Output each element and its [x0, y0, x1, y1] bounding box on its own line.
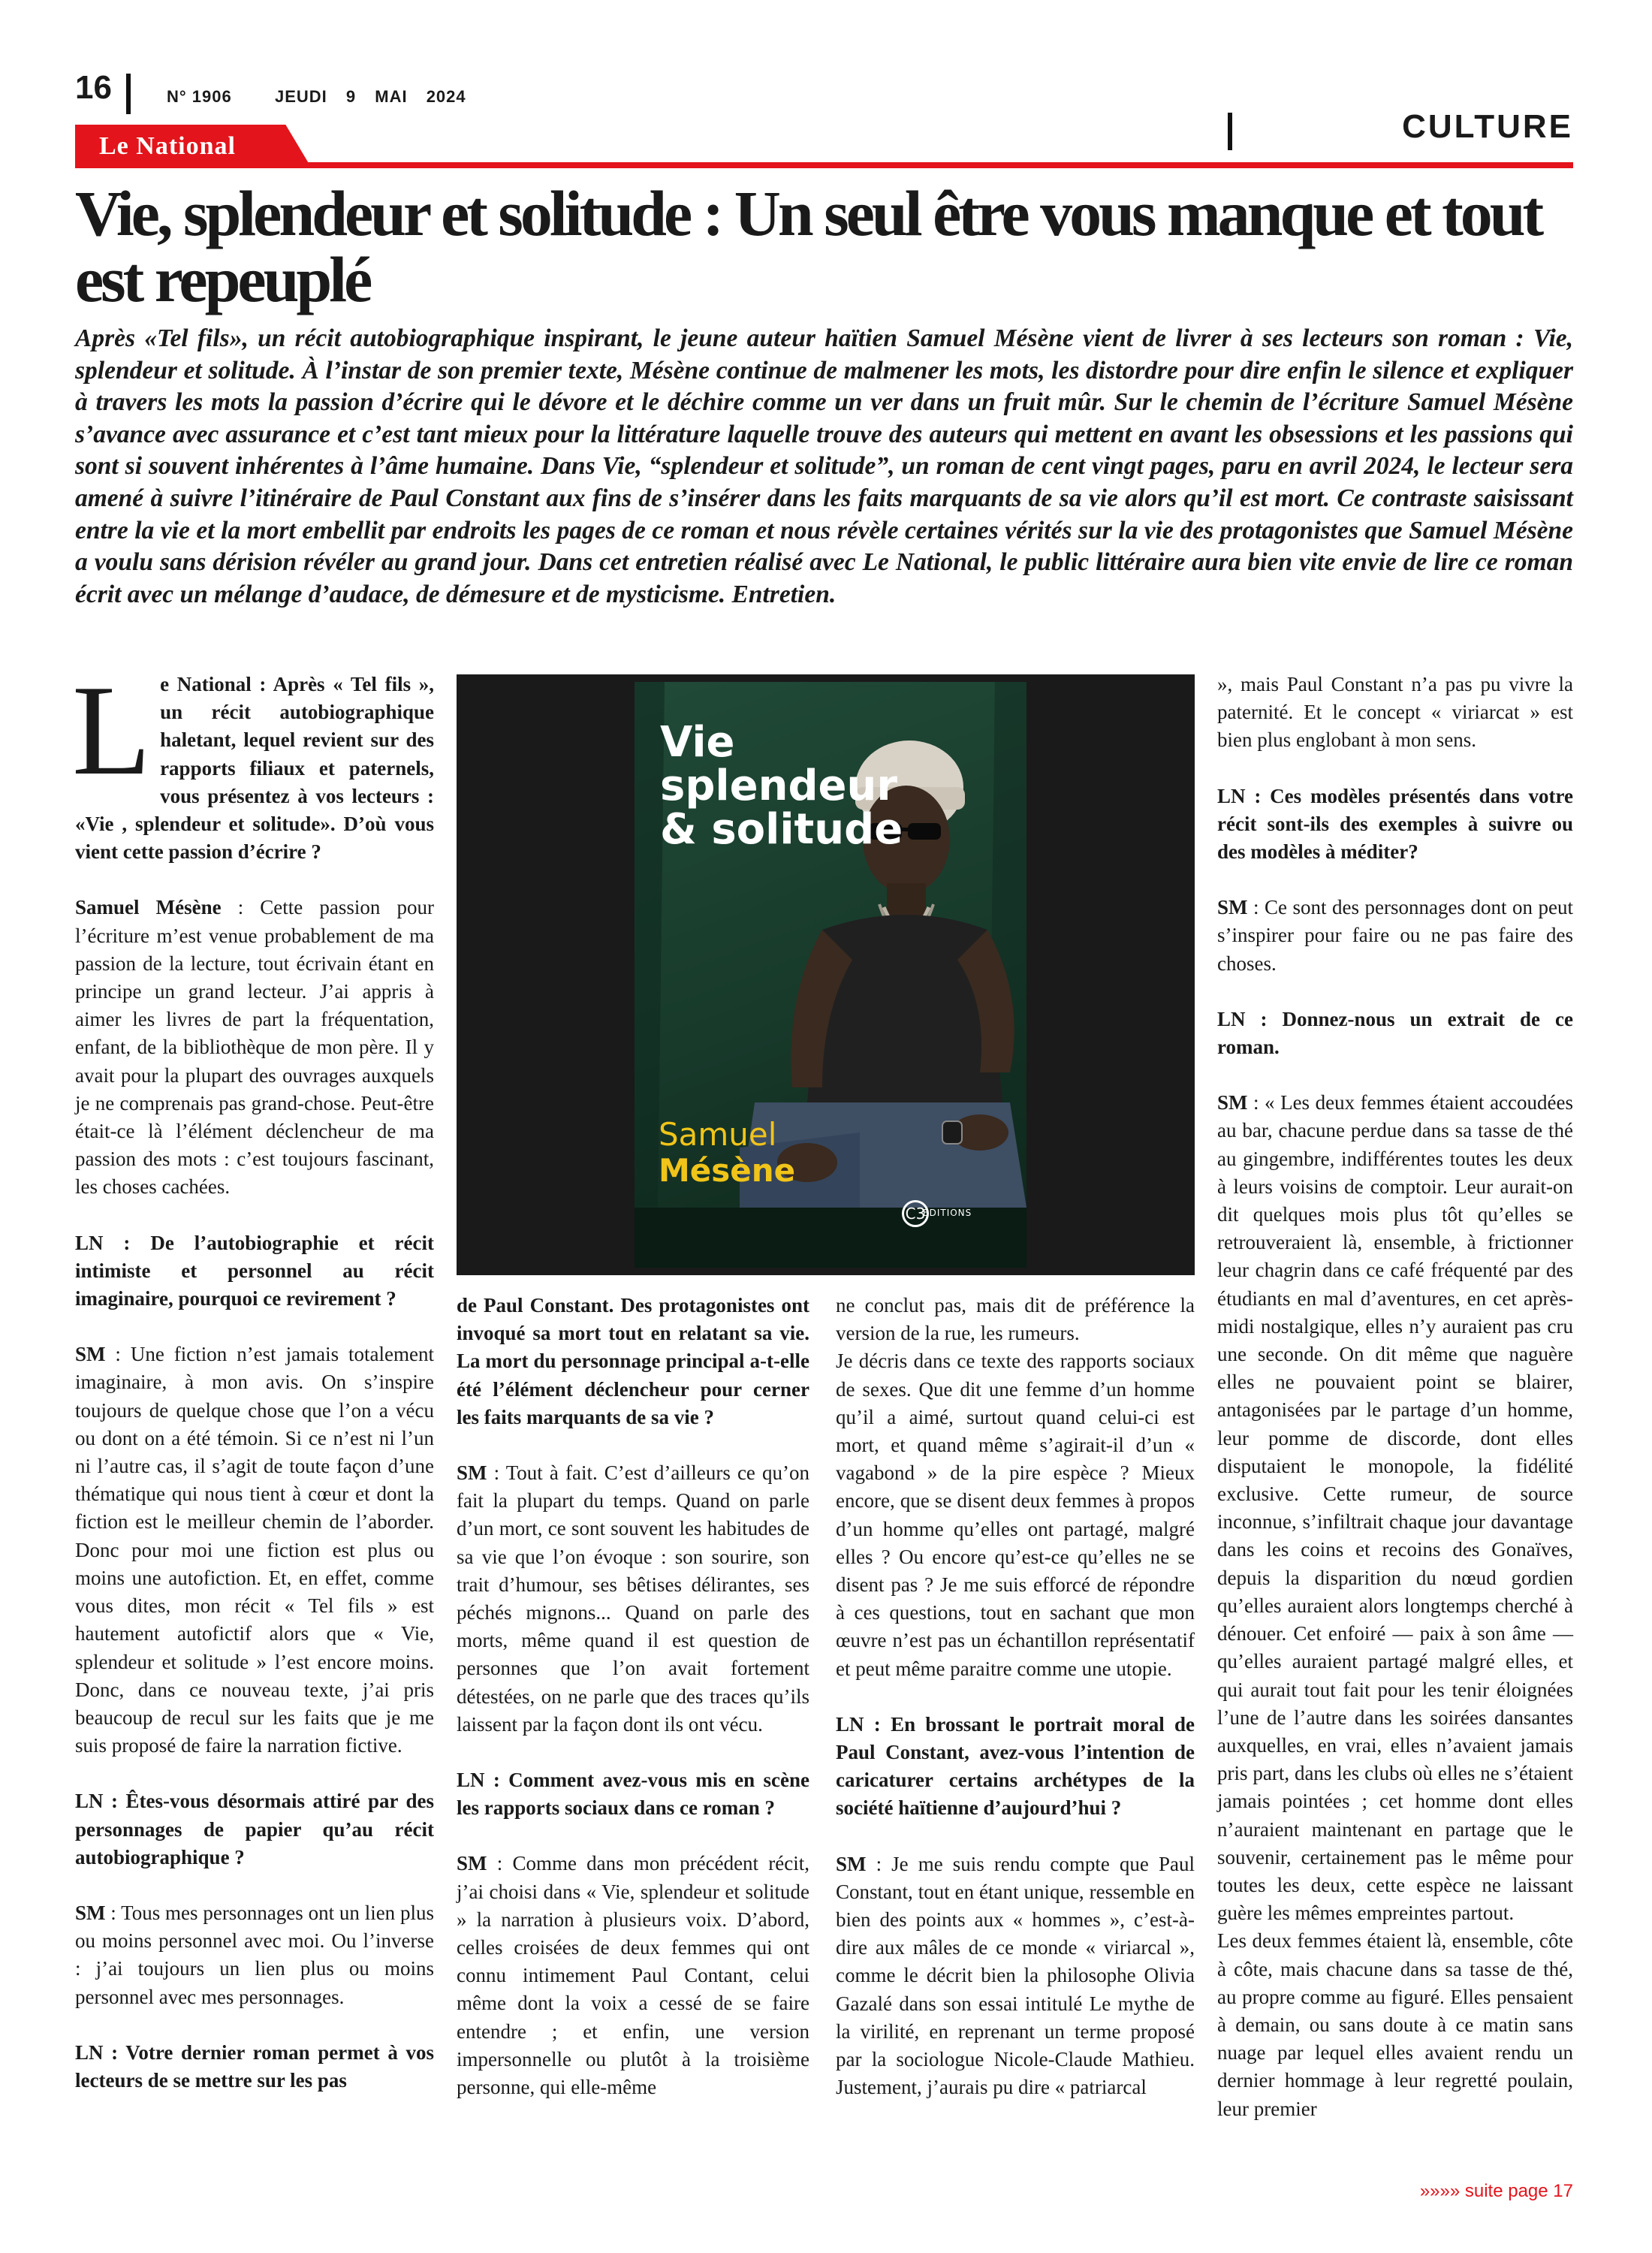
answer-2: : Une fiction n’est jamais totalement imaginaire, à mon avis. On s’inspire toujours de quelque chose que l’on a vécu ou dont on a été témoin. Si ce n’est ni l’un ni l’autre cas, il s’agit de toute façon d’une thématique qui nous tient à cœur et dont la fiction est le meilleur chemin de l’aborder. Donc pour moi une fiction est plus ou moins une autofiction. Et, en effet, comme vous dites, mon récit « Tel fils » est hautement autofictif alors que « Vie, splendeur et solitude » l’est encore moins. Donc, dans ce nouveau texte, j’ai pris beaucoup de recul sur les faits que je me suis proposé de faire la narration fictive. [75, 1343, 434, 1757]
cover-title-line: splendeur [660, 762, 898, 810]
article-lead: Après «Tel fils», un récit autobiographique inspirant, le jeune auteur haïtien Samuel Mésène vient de livrer à ses lecteurs son roman : Vie, splendeur et solitude. À l’instar de son premier texte, Mésène continue de malmener les mots, les distordre pour dire enfin le silence et expliquer à travers les mots la passion d’écrire qui le dévore et le déchire comme un ver dans un fruit mûr. Sur le chemin de l’écriture Samuel Mésène s’avance avec assurance et c’est tant mieux pour la littérature laquelle trouve des auteurs qui mettent en avant les obsessions et les passions qui sont si souvent inhérentes à l’âme humaine. Dans Vie, “splendeur et solitude”, un roman de cent vingt pages, paru en avril 2024, le lecteur sera amené à suivre l’itinéraire de Paul Constant aux fins de s’insérer dans les faits marquants de sa vie alors qu’il est mort. Ce contraste saisissant entre la vie et la mort embellit par endroits les pages de ce roman et nous révèle certaines vérités sur la vie des protagonistes que Samuel Mésène a voulu sans dérision révéler au grand jour. Dans cet entretien réalisé avec Le National, le public littéraire aura bien vite envie de lire ce roman écrit avec un mélange d’audace, de démesure et de mysticisme. Entretien. [75, 324, 1573, 608]
speaker-label: SM [75, 1901, 106, 1924]
column-3 [836, 1292, 1195, 2101]
cover-title-line: Vie [660, 718, 735, 767]
answer-5: : Comme dans mon précédent récit, j’ai choisi dans « Vie, splendeur et solitude » la narration à plusieurs voix. D’abord, celles croisées de deux femmes qui ont connu intimement Paul Contant, celui même dont la voix a cessé de se faire entendre ; et enfin, une version impersonnelle ou plutôt à la troisième personne, qui elle-même [457, 1852, 809, 2099]
cover-title [660, 718, 903, 854]
question-4-continued: de Paul Constant. Des protagonistes ont invoqué sa mort tout en relatant sa vie. La mort du personnage principal a-t-elle été l’élément déclencheur pour cerner les faits marquants de sa vie ? [457, 1294, 809, 1428]
speaker-label: SM [75, 1343, 106, 1366]
page-number: 16 [75, 69, 112, 106]
question-8: LN : Donnez-nous un extrait de ce roman. [1217, 1007, 1573, 1059]
column-4 [1217, 671, 1573, 2123]
issue-number: N° 1906 [167, 87, 232, 106]
drop-cap: L [72, 659, 152, 802]
question-2: LN : De l’autobiographie et récit intimiste et personnel au récit imaginaire, pourquoi ce revirement ? [75, 1231, 434, 1310]
answer-4: : Tout à fait. C’est d’ailleurs ce qu’on fait la plupart du temps. Quand on parle d’un mort, ce sont souvent les habitudes de sa vie que l’on évoque : son sourire, son trait d’humour, ses bêtises délirantes, ses péchés mignons... Quand on parle des morts, même quand il est question de personnes que l’on avait fortement détestées, on ne parle que des traces qu’ils laissent par la façon dont ils ont vécu. [457, 1461, 809, 1736]
book-cover-photo [457, 674, 1195, 1275]
question-7: LN : Ces modèles présentés dans votre récit sont-ils des exemples à suivre ou des modèles à méditer? [1217, 784, 1573, 864]
answer-1: : Cette passion pour l’écriture m’est venue probablement de ma passion de la lecture, tout écrivain étant en principe un grand lecteur. J’ai appris à aimer les livres de part la fréquentation, enfant, de la bibliothèque de mon père. Il y avait pour la plupart des ouvrages auxquels je ne comprenais pas grand-chose. Peut-être était-ce là l’élément déclencheur de ma passion des mots : c’est toujours fascinant, les choses cachées. [75, 896, 434, 1199]
answer-5-continued: ne conclut pas, mais dit de préférence la version de la rue, les rumeurs. [836, 1294, 1195, 1345]
section-label: CULTURE [1402, 108, 1573, 145]
publisher-name: EDITIONS [923, 1208, 972, 1218]
page-number-divider [126, 74, 131, 114]
question-3: LN : Êtes-vous désormais attiré par des personnages de papier qu’au récit autobiographique ? [75, 1790, 434, 1868]
brand-name: Le National [99, 132, 236, 160]
section-divider [1228, 113, 1232, 150]
question-4: LN : Votre dernier roman permet à vos lecteurs de se mettre sur les pas [75, 2040, 434, 2092]
speaker-label: SM [457, 1461, 487, 1485]
question-5: LN : Comment avez-vous mis en scène les rapports sociaux dans ce roman ? [457, 1769, 809, 1820]
answer-6-continued: », mais Paul Constant n’a pas pu vivre la paternité. Et le concept « viriarcat » est bien plus englobant à mon sens. [1217, 673, 1573, 752]
question-6: LN : En brossant le portrait moral de Paul Constant, avez-vous l’intention de caricaturer certains archétypes de la société haïtienne d’aujourd’hui ? [836, 1712, 1195, 1820]
cover-author-first: Samuel [659, 1116, 777, 1153]
speaker-label: SM [1217, 896, 1248, 919]
article-headline: Vie, splendeur et solitude : Un seul être vous manque et tout est repeuplé [75, 177, 1542, 315]
issue-date: JEUDI 9 MAI 2024 [275, 87, 466, 106]
answer-7: : Ce sont des personnages dont on peut s’inspirer pour faire ou ne pas faire des choses. [1217, 896, 1573, 975]
book-cover [635, 682, 1026, 1268]
continued-on-page-link[interactable]: »»»» suite page 17 [1419, 2181, 1573, 2201]
answer-8-extract-continued: Les deux femmes étaient là, ensemble, côte à côte, mais chacune dans sa tasse de thé, au propre comme au figuré. Elles pensaient à demain, ou sans doute à ce matin sans nuage par lequel elles avaient rendu un dernier hommage à leur regretté poulain, leur premier [1217, 1929, 1573, 2120]
header-rule [75, 162, 1573, 168]
column-1 [72, 659, 434, 2095]
speaker-label: SM [457, 1852, 487, 1875]
speaker-label: SM [1217, 1091, 1248, 1114]
cover-title-line: & solitude [660, 805, 903, 854]
answer-5-continued-2: Je décris dans ce texte des rapports sociaux de sexes. Que dit une femme d’un homme qu’il a aimé, surtout quand celui-ci est mort, et quand même s’agirait-il d’un « vagabond » de la pire espèce ? Mieux encore, que se disent deux femmes à propos d’un homme qu’elles ont partagé, malgré elles ? Ou encore qu’est-ce qu’elles ne se disent pas ? Je me suis efforcé de répondre à ces questions, tout en sachant que mon œuvre n’est pas un échantillon représentatif et peut même paraitre comme une utopie. [836, 1350, 1195, 1680]
column-2 [457, 1292, 809, 2101]
speaker-label: SM [836, 1852, 867, 1875]
publisher-logo: C3 [902, 1200, 929, 1227]
answer-6: : Je me suis rendu compte que Paul Constant, tout en étant unique, ressemble en bien des points aux « hommes », c’est-à-dire aux mâles de ce monde « viriarcal », comme le décrit bien la philosophe Olivia Gazalé dans son essai intitulé Le mythe de la virilité, en reprenant un terme proposé par la sociologue Nicole-Claude Mathieu. Justement, j’aurais pu dire « patriarcal [836, 1852, 1195, 2099]
answer-8-extract: : « Les deux femmes étaient accoudées au bar, chacune perdue dans sa tasse de thé au gingembre, indifférentes toutes les deux à leurs voisins de comptoir. Leur aurait-on dit quelques mois plus tôt qu’elles se retrouveraient là, ensemble, à frictionner leur chagrin dans ce café fréquenté par des étudiants en mal d’aventures, en cet après-midi nostalgique, elles n’y auraient pas cru une seconde. On dit même que naguère elles ne pouvaient point se blairer, antagonisées par le partage d’un homme, leur pomme de discorde, dont elles disputaient le monopole, la fidélité exclusive. Cette rumeur, de source inconnue, s’infiltrait chaque jour davantage dans les coins et recoins des Gonaïves, depuis la disparition du nœud gordien qu’elles auraient alors longtemps cherché à dénouer. Cet enfoiré — paix à son âme — qu’elles auraient partagé malgré elles, et qui aurait tout fait pour les tenir éloignées l’une de l’autre dans les soirées dansantes auxquelles, en vrai, elles n’avaient jamais pris part, dans les clubs où elles ne s’étaient jamais pointées ; cet homme dont elles n’auraient maintenant en partage que le souvenir, certainement pas le même pour toutes les deux, cette espèce ne laissant guère les mêmes empreintes partout. [1217, 1091, 1573, 1925]
cover-author-last: Mésène [659, 1152, 796, 1189]
speaker-label: Samuel Mésène [75, 896, 222, 919]
answer-3: : Tous mes personnages ont un lien plus ou moins personnel avec moi. Ou l’inverse : j’ai toujours un lien plus ou moins personnel avec mes personnages. [75, 1901, 434, 2008]
question-1: e National : Après « Tel fils », un récit autobiographique haletant, lequel revient sur des rapports filiaux et paternels, vous présentez à vos lecteurs : «Vie , splendeur et solitude». D’où vous vient cette passion d’écrire ? [75, 673, 434, 864]
